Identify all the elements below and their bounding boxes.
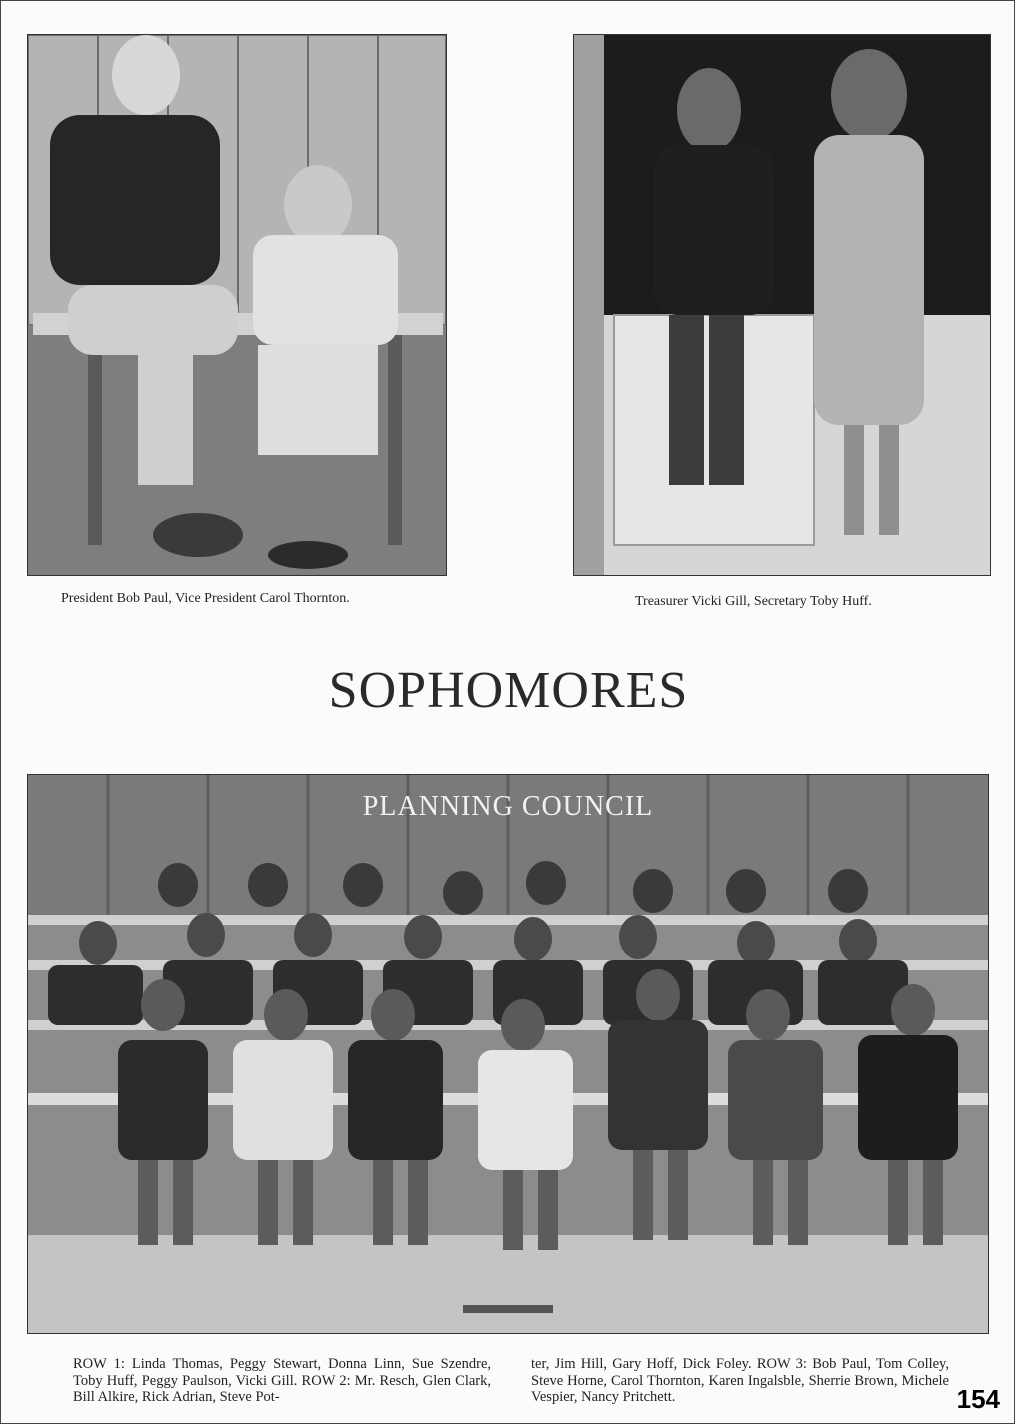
roster-column-2: ter, Jim Hill, Gary Hoff, Dick Foley. ROW 3: Bob Paul, Tom Colley, Steve Horne, Carol Thornton, Karen Ingalsble, Sherrie Brown, Michele Vespier, Nancy Pritchett.: [531, 1356, 949, 1405]
photo-officers-left-image: [28, 35, 446, 575]
officers-left-caption: President Bob Paul, Vice President Carol Thornton.: [61, 591, 350, 606]
planning-council-photo: [27, 774, 989, 1334]
planning-council-image: [28, 775, 988, 1333]
officers-photo-right: [573, 34, 991, 576]
roster-column-1: ROW 1: Linda Thomas, Peggy Stewart, Donna Linn, Sue Szendre, Toby Huff, Peggy Paulson, Vicki Gill. ROW 2: Mr. Resch, Glen Clark, Bill Alkire, Rick Adrian, Steve Pot-: [73, 1356, 491, 1405]
photo-officers-right-image: [574, 35, 990, 575]
officers-photo-left: [27, 34, 447, 576]
page-number: 154: [956, 1384, 1000, 1414]
page-title: SOPHOMORES: [328, 662, 689, 719]
officers-right-caption: Treasurer Vicki Gill, Secretary Toby Huff.: [635, 594, 872, 609]
planning-council-overlay-title: PLANNING COUNCIL: [362, 791, 654, 822]
